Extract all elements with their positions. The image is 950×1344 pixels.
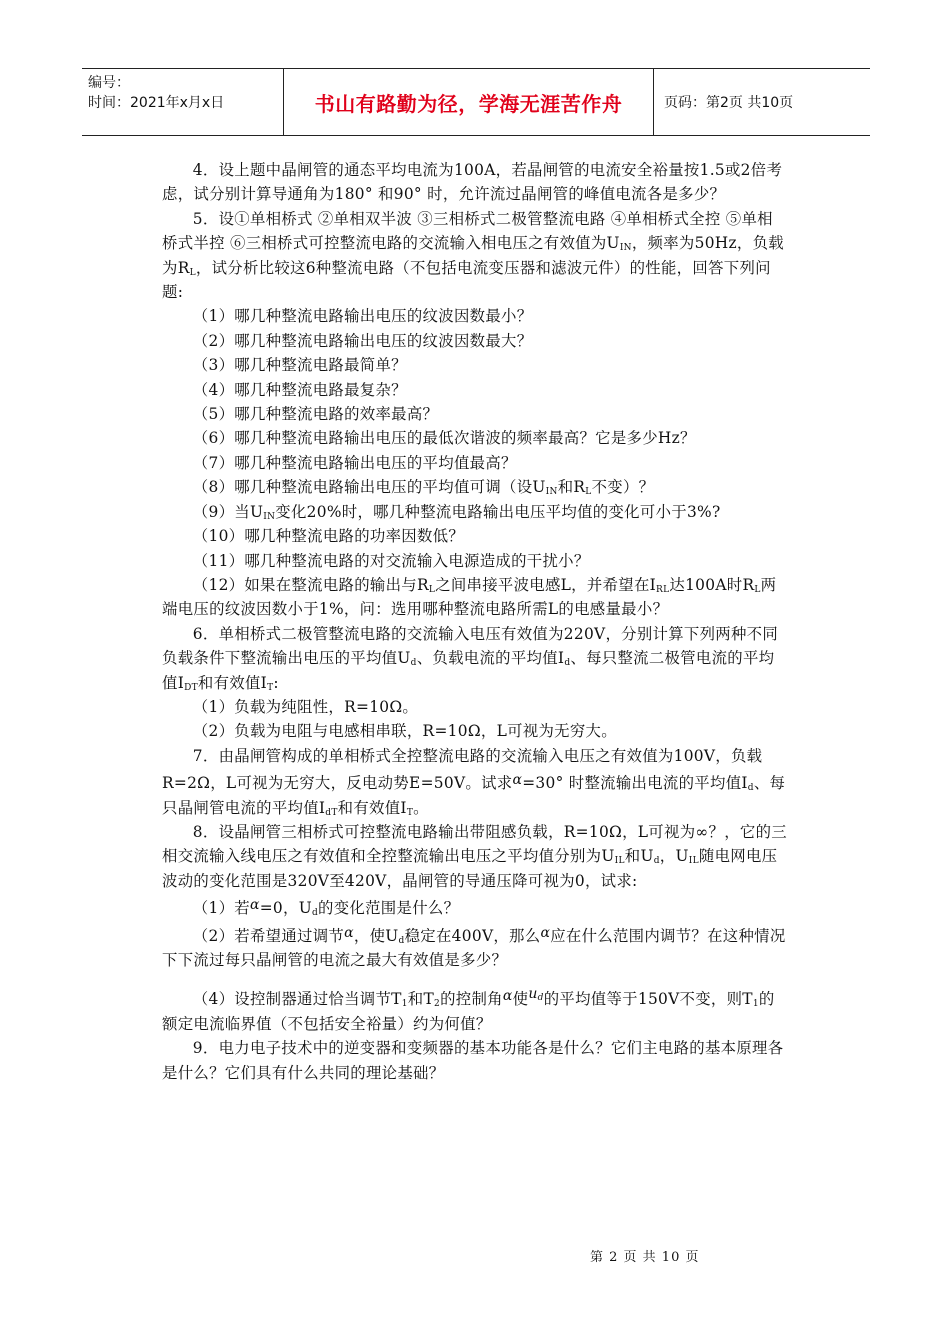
header-meta (82, 69, 284, 135)
date-label: 时间：2021年x月x日 (88, 95, 225, 111)
alpha-symbol: α (502, 988, 513, 1005)
question-5-10: （10）哪几种整流电路的功率因数低？ (192, 527, 465, 546)
question-6-2: （2）负载为电阻与电感相串联，R=10Ω，L可视为无穷大。 (192, 722, 617, 741)
question-5-9: （9）当$U_{IN}$变化20%时，哪几种整流电路输出电压平均值的变化可小于3%? (192, 502, 721, 522)
header-page-cell (654, 69, 870, 135)
serial-label: 编号： (88, 75, 130, 91)
question-6-1: （1）负载为纯阻性，R=10Ω。 (192, 697, 419, 716)
page-label: 页码：第2页 共10页 (664, 95, 794, 111)
question-8-4: （4）设控制器通过恰当调节$T_1$和$T_2$的控制角α使$u_d$的平均值等于150V不变，则$T_1$的额定电流临界值（不包括安全裕量）约为何值？ (162, 986, 775, 1033)
alpha-symbol: α (512, 772, 523, 789)
question-5-6: （6）哪几种整流电路输出电压的最低次谐波的频率最高？它是多少Hz？ (192, 429, 696, 448)
question-5-7: （7）哪几种整流电路输出电压的平均值最高？ (192, 453, 517, 472)
alpha-symbol: α (540, 924, 551, 941)
question-8: 8．设晶闸管三相桥式可控整流电路输出带阻感负载，R=10Ω，L可视为∞？，它的三相交流输入线电压之有效值和全控整流输出电压之平均值分别为$U_{IL}$和$U_d$，$U_{IL}$随电网电压波动的变化范围是320V至420V，晶闸管的导通压降可视为0，试求: (162, 822, 787, 890)
question-4: 4．设上题中晶闸管的通态平均电流为100A，若晶闸管的电流安全裕量按1.5或2倍考虑，试分别计算导通角为180° 和90° 时，允许流过晶闸管的峰值电流各是多少？ (162, 161, 783, 204)
question-5-4: （4）哪几种整流电路最复杂？ (192, 380, 407, 399)
question-5-1: （1）哪几种整流电路输出电压的纹波因数最小？ (192, 307, 533, 326)
question-8-2: （2）若希望通过调节α，使$U_d$稳定在400V，那么α应在什么范围内调节？在这种情况下下流过每只晶闸管的电流之最大有效值是多少？ (162, 924, 786, 969)
question-5-5: （5）哪几种整流电路的效率最高？ (192, 405, 439, 424)
ud-symbol: $u_d$ (528, 986, 544, 1004)
question-7: 7．由晶闸管构成的单相桥式全控整流电路的交流输入电压之有效值为100V，负载R=2Ω，L可视为无穷大，反电动势E=50V。试求α=30° 时整流输出电流的平均值$I_d$、每只晶闸管电流的平均值$I_{dT}$和有效值$I_T$。 (162, 746, 786, 818)
question-8-1: （1）若α=0，$U_d$的变化范围是什么？ (192, 897, 460, 919)
document-body (162, 158, 787, 1085)
header-motto-cell (284, 69, 654, 135)
question-5-12: （12）如果在整流电路的输出与$R_L$之间串接平波电感L，并希望在$I_{RL}$达100A时$R_L$两端电压的纹波因数小于1%，问：选用哪种整流电路所需L的电感量最小？ (162, 575, 777, 619)
document-header (82, 68, 870, 136)
question-5-8: （8）哪几种整流电路输出电压的平均值可调（设$U_{IN}$和$R_L$不变）？ (192, 478, 655, 498)
alpha-symbol: α (249, 897, 260, 914)
question-5-2: （2）哪几种整流电路输出电压的纹波因数最大？ (192, 331, 533, 350)
question-5-11: （11）哪几种整流电路的对交流输入电源造成的干扰小？ (192, 551, 590, 570)
question-9: 9．电力电子技术中的逆变器和变频器的基本功能各是什么？它们主电路的基本原理各是什么？它们具有什么共同的理论基础？ (162, 1039, 784, 1082)
question-6: 6．单相桥式二极管整流电路的交流输入电压有效值为220V，分别计算下列两种不同负载条件下整流输出电压的平均值$U_d$、负载电流的平均值$I_d$、每只整流二极管电流的平均值$I_{DT}$和有效值$I_T$: (162, 624, 779, 693)
alpha-symbol: α (344, 924, 354, 941)
page-footer: 第 2 页 共 10 页 (590, 1250, 700, 1265)
question-5: 5．设①单相桥式 ②单相双半波 ③三相桥式二极管整流电路 ④单相桥式全控 ⑤单相桥式半控 ⑥三相桥式可控整流电路的交流输入相电压之有效值为$U_{IN}$，频率为50Hz，负载为$R_L$，试分析比较这6种整流电路（不包括电流变压器和滤波元件）的性能，回答下列问题: (162, 209, 784, 302)
question-5-3: （3）哪几种整流电路最简单？ (192, 356, 407, 375)
motto: 书山有路勤为径，学海无涯苦作舟 (314, 91, 623, 116)
